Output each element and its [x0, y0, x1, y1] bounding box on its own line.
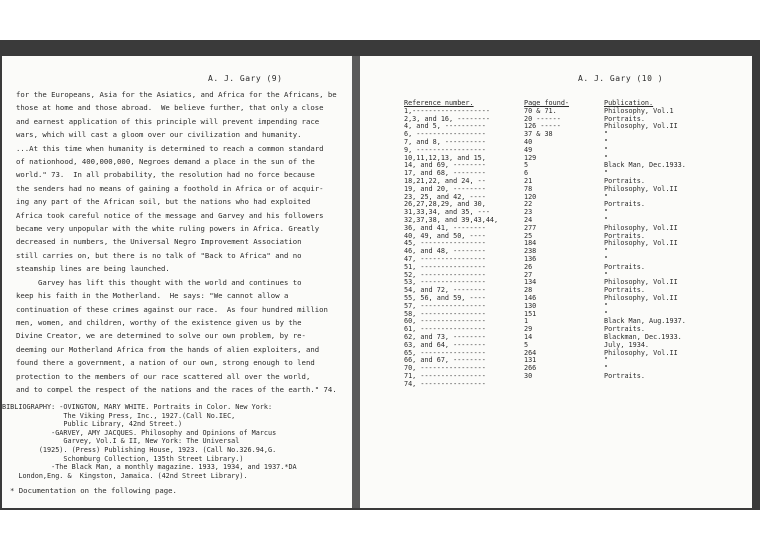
- column-header-page: Page found-: [524, 99, 570, 107]
- publication-cell: ": [604, 137, 609, 146]
- body-line: ing any part of the African soil, but the nations who had exploited: [16, 197, 311, 207]
- publication-cell: Black Man, Dec.1933.: [604, 161, 686, 170]
- left-page-header: A. J. Gary (9): [208, 74, 283, 83]
- page-found-cell: 23: [524, 208, 533, 217]
- body-line: deeming our Motherland Africa from the hands of alien exploiters, and: [16, 344, 320, 354]
- body-line: Divine Creator, we are determined to solve our own problem, by re-: [16, 331, 306, 341]
- page-found-cell: 277: [524, 223, 537, 232]
- reference-number-cell: 65, ----------------: [404, 348, 486, 357]
- publication-cell: Portraits.: [604, 371, 645, 380]
- page-found-cell: 130: [524, 301, 537, 310]
- publication-cell: July, 1934.: [604, 340, 650, 349]
- body-line: world." 73. In all probability, the resolution had no force because: [16, 170, 315, 180]
- column-header-publication: Publication.: [604, 99, 654, 107]
- page-found-cell: 264: [524, 348, 537, 357]
- publication-cell: ": [604, 208, 609, 217]
- body-line: ...At this time when humanity is determined to reach a common standard: [16, 143, 324, 153]
- page-found-cell: 49: [524, 145, 533, 154]
- reference-number-cell: 70, ----------------: [404, 364, 486, 373]
- bibliography: [2, 403, 347, 480]
- reference-number-cell: 36, and 41, --------: [404, 223, 486, 232]
- right-page-header: A. J. Gary (10 ): [578, 74, 664, 83]
- reference-number-cell: 31,33,34, and 35, ---: [404, 208, 490, 217]
- publication-cell: ": [604, 301, 609, 310]
- page-found-cell: 28: [524, 286, 533, 295]
- page-found-cell: [524, 381, 604, 389]
- publication-cell: ": [604, 356, 609, 365]
- table-row: [404, 381, 694, 389]
- body-line: still carries on, but there is no talk of "Back to Africa" and no: [16, 250, 302, 260]
- page-found-cell: 26: [524, 262, 533, 271]
- page-found-cell: 6: [524, 169, 529, 178]
- body-line: Africa took careful notice of the message and Garvey and his followers: [16, 210, 324, 220]
- footnote: * Documentation on the following page.: [10, 486, 177, 495]
- publication-cell: Portraits.: [604, 286, 645, 295]
- reference-number-cell: 51, ----------------: [404, 262, 486, 271]
- page-found-cell: 146: [524, 293, 537, 302]
- body-line: for the Europeans, Asia for the Asiatics, and Africa for the Africans, be: [16, 90, 337, 99]
- body-line: and to compel the respect of the nations and the races of the earth." 74.: [16, 384, 337, 394]
- publication-cell: ": [604, 145, 609, 154]
- body-line: and earnest application of this principle will prevent impending race: [16, 116, 320, 126]
- publication-cell: ": [604, 130, 609, 139]
- publication-cell: Philosophy, Vol.II: [604, 239, 678, 248]
- bibliography-line: Schomburg Collection, 135th Street Library.): [2, 454, 244, 463]
- publication-cell: ": [604, 247, 609, 256]
- body-line: steamship lines are being launched.: [16, 264, 170, 274]
- publication-cell: Portraits.: [604, 114, 645, 123]
- reference-number-cell: 7, and 8, ----------: [404, 137, 486, 146]
- reference-number-cell: 71, ----------------: [404, 371, 486, 380]
- left-page: [2, 56, 352, 508]
- bibliography-line: -GARVEY, AMY JACQUES. Philosophy and Opinions of Marcus: [2, 428, 277, 437]
- publication-cell: ": [604, 192, 609, 201]
- bibliography-line: Public Library, 42nd Street.): [2, 420, 183, 429]
- page-found-cell: 22: [524, 200, 533, 209]
- reference-number-cell: 52, ----------------: [404, 270, 486, 279]
- reference-number-cell: 46, and 48, --------: [404, 247, 486, 256]
- body-line: men, women, and children, worthy of the existence given us by the: [16, 317, 302, 327]
- page-found-cell: 5: [524, 161, 529, 170]
- body-line: found there a government, a nation of our own, strong enough to lend: [16, 358, 315, 368]
- left-page-body: [16, 88, 350, 396]
- reference-number-cell: 1,-------------------: [404, 106, 490, 115]
- bibliography-line: -The Black Man, a monthly magazine. 1933, 1934, and 1937.*DA: [2, 463, 297, 472]
- publication-cell: Philosophy, Vol.II: [604, 122, 678, 131]
- reference-number-cell: 74, ----------------: [404, 379, 486, 388]
- reference-number-cell: 2,3, and 16, --------: [404, 114, 490, 123]
- body-line: protection to the members of our race scattered all over the world,: [16, 371, 311, 381]
- page-found-cell: 131: [524, 356, 537, 365]
- reference-number-cell: 58, ----------------: [404, 309, 486, 318]
- page-found-cell: 30: [524, 371, 533, 380]
- reference-number-cell: 53, ----------------: [404, 278, 486, 287]
- reference-number-cell: 57, ----------------: [404, 301, 486, 310]
- publication-cell: Philosophy, Vol.II: [604, 223, 678, 232]
- publication-cell: Portraits.: [604, 262, 645, 271]
- reference-number-cell: 32,37,38, and 39,43,44,: [404, 215, 499, 224]
- page-found-cell: 14: [524, 332, 533, 341]
- page-found-cell: 70 & 71.: [524, 106, 557, 115]
- page-found-cell: 238: [524, 247, 537, 256]
- page-found-cell: 24: [524, 215, 533, 224]
- page-found-cell: 78: [524, 184, 533, 193]
- body-line: the senders had no means of gaining a foothold in Africa or of acquir-: [16, 183, 324, 193]
- reference-number-cell: 47, ----------------: [404, 254, 486, 263]
- page-found-cell: 120: [524, 192, 537, 201]
- body-line: Garvey has lift this thought with the world and continues to: [16, 277, 302, 287]
- page-found-cell: 129: [524, 153, 537, 162]
- page-found-cell: 29: [524, 325, 533, 334]
- bibliography-line: Garvey, Vol.I & II, New York: The Universal: [2, 437, 240, 446]
- page-found-cell: 37 & 38: [524, 130, 553, 139]
- page-found-cell: 21: [524, 176, 533, 185]
- publication-cell: Blackman, Dec.1933.: [604, 332, 682, 341]
- publication-cell: Portraits.: [604, 200, 645, 209]
- publication-cell: ": [604, 153, 609, 162]
- reference-number-cell: 40, 49, and 50, ----: [404, 231, 486, 240]
- body-line: wars, which will cast a gloom over our civilization and humanity.: [16, 130, 302, 140]
- page-fold: [352, 56, 360, 508]
- reference-number-cell: 6, -----------------: [404, 130, 486, 139]
- publication-cell: ": [604, 270, 609, 279]
- page-found-cell: 25: [524, 231, 533, 240]
- publication-cell: Portraits.: [604, 325, 645, 334]
- body-line: continuation of these crimes against our race. As four hundred million: [16, 304, 328, 314]
- publication-cell: Philosophy, Vol.II: [604, 184, 678, 193]
- page-found-cell: 5: [524, 340, 529, 349]
- reference-table: [404, 100, 694, 388]
- page-found-cell: 136: [524, 254, 537, 263]
- reference-number-cell: 66, and 67, --------: [404, 356, 486, 365]
- reference-table-body: [404, 108, 694, 389]
- page-found-cell: 20 ------: [524, 114, 561, 123]
- reference-number-cell: 26,27,28,29, and 30,: [404, 200, 486, 209]
- publication-cell: Philosophy, Vol.II: [604, 348, 678, 357]
- publication-cell: [604, 381, 694, 389]
- publication-cell: ": [604, 169, 609, 178]
- page-found-cell: 266: [524, 364, 537, 373]
- reference-number-cell: 62, and 73, --------: [404, 332, 486, 341]
- publication-cell: ": [604, 364, 609, 373]
- body-line: those at home and those abroad. We believe further, that only a close: [16, 103, 324, 113]
- bibliography-line: The Viking Press, Inc., 1927.(Call No.IEC,: [2, 411, 236, 420]
- reference-number-cell: 63, and 64, --------: [404, 340, 486, 349]
- publication-cell: Portraits.: [604, 231, 645, 240]
- reference-number-cell: 55, 56, and 59, ----: [404, 293, 486, 302]
- publication-cell: Philosophy, Vol.1: [604, 106, 674, 115]
- right-page: [360, 56, 752, 508]
- body-line: of nationhood, 400,000,000, Negroes demand a place in the sun of the: [16, 157, 315, 167]
- reference-number-cell: 61, ----------------: [404, 325, 486, 334]
- publication-cell: Philosophy, Vol.II: [604, 278, 678, 287]
- reference-number-cell: 4, and 5, ----------: [404, 122, 486, 131]
- page-found-cell: 184: [524, 239, 537, 248]
- publication-cell: Philosophy, Vol.II: [604, 293, 678, 302]
- bibliography-line: BIBLIOGRAPHY: -OVINGTON, MARY WHITE. Portraits in Color. New York:: [2, 403, 273, 411]
- reference-number-cell: 45, ----------------: [404, 239, 486, 248]
- bibliography-line: (1925). (Press) Publishing House, 1923. (Call No.326.94,G.: [2, 445, 277, 454]
- page-found-cell: 1: [524, 317, 529, 326]
- page-found-cell: 134: [524, 278, 537, 287]
- reference-number-cell: 18,21,22, and 24, --: [404, 176, 486, 185]
- column-header-reference: Reference number.: [404, 99, 474, 107]
- reference-number-cell: 14, and 69, --------: [404, 161, 486, 170]
- reference-number-cell: 9, -----------------: [404, 145, 486, 154]
- page-found-cell: 40: [524, 137, 533, 146]
- page-found-cell: 151: [524, 309, 537, 318]
- publication-cell: ": [604, 309, 609, 318]
- reference-number-cell: 23, 25, and 42, ----: [404, 192, 486, 201]
- body-line: decreased in numbers, the Universal Negro Improvement Association: [16, 237, 302, 247]
- page-found-cell: 126 -----: [524, 122, 561, 131]
- body-line: became very unpopular with the white ruling powers in Africa. Greatly: [16, 224, 320, 234]
- body-line: keep his faith in the Motherland. He says: "We cannot allow a: [16, 291, 289, 301]
- reference-number-cell: 19, and 20, --------: [404, 184, 486, 193]
- reference-number-cell: 60, ----------------: [404, 317, 486, 326]
- reference-number-cell: 10,11,12,13, and 15,: [404, 153, 486, 162]
- reference-number-cell: 54, and 72, --------: [404, 286, 486, 295]
- publication-cell: ": [604, 215, 609, 224]
- page-found-cell: 27: [524, 270, 533, 279]
- bibliography-line: London,Eng. & Kingston, Jamaica. (42nd Street Library).: [2, 471, 248, 480]
- publication-cell: Black Man, Aug.1937.: [604, 317, 686, 326]
- publication-cell: Portraits.: [604, 176, 645, 185]
- reference-number-cell: 17, and 68, --------: [404, 169, 486, 178]
- publication-cell: ": [604, 254, 609, 263]
